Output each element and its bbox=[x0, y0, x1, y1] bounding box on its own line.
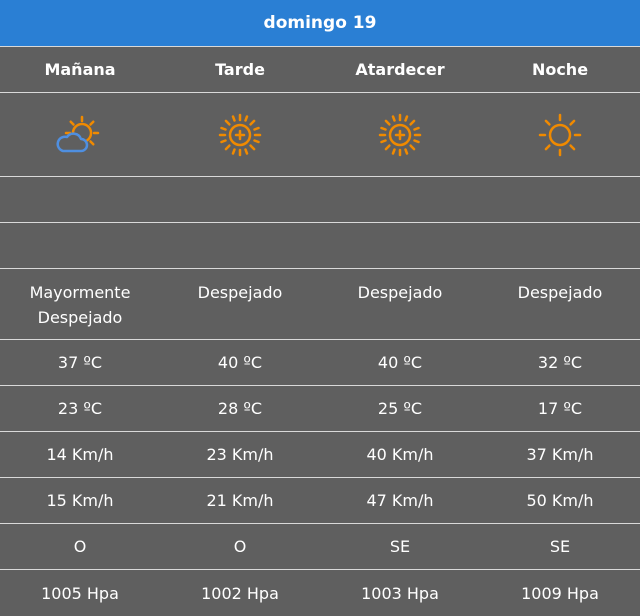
day-header bbox=[0, 0, 640, 46]
temp-min-row bbox=[0, 385, 640, 431]
empty-row bbox=[0, 222, 640, 268]
wind-speed: 23 Km/h bbox=[206, 445, 274, 464]
weather-description: Despejado bbox=[197, 283, 283, 302]
description-row bbox=[0, 268, 640, 339]
wind-gust: 15 Km/h bbox=[46, 491, 114, 510]
weather-description: Despejado bbox=[357, 283, 443, 302]
pressure: 1005 Hpa bbox=[41, 583, 119, 603]
empty-row bbox=[0, 176, 640, 222]
period-name: Noche bbox=[531, 60, 589, 79]
temp-min: 17 ºC bbox=[537, 399, 583, 418]
wind-gust: 50 Km/h bbox=[526, 491, 594, 510]
period-names-row bbox=[0, 46, 640, 92]
temp-min: 28 ºC bbox=[217, 399, 263, 418]
partly-sunny-icon bbox=[54, 109, 106, 161]
temp-min: 25 ºC bbox=[377, 399, 423, 418]
temp-min: 23 ºC bbox=[57, 399, 103, 418]
weather-icons-row bbox=[0, 92, 640, 176]
wind-direction: SE bbox=[549, 537, 571, 556]
temp-max: 40 ºC bbox=[377, 353, 423, 372]
weather-description: Mayormente Despejado bbox=[29, 283, 131, 327]
wind-gust: 47 Km/h bbox=[366, 491, 434, 510]
wind-direction-row bbox=[0, 523, 640, 569]
temp-max: 32 ºC bbox=[537, 353, 583, 372]
pressure: 1002 Hpa bbox=[201, 583, 279, 603]
weather-description: Despejado bbox=[517, 283, 603, 302]
pressure-row bbox=[0, 569, 640, 616]
wind-gust: 21 Km/h bbox=[206, 491, 274, 510]
wind-speed: 37 Km/h bbox=[526, 445, 594, 464]
temp-max: 37 ºC bbox=[57, 353, 103, 372]
wind-speed: 14 Km/h bbox=[46, 445, 114, 464]
period-name: Mañana bbox=[44, 60, 116, 79]
temp-max-row bbox=[0, 339, 640, 385]
sun-outline-icon bbox=[536, 111, 584, 159]
wind-row bbox=[0, 431, 640, 477]
wind-direction: SE bbox=[389, 537, 411, 556]
sun-icon bbox=[376, 111, 424, 159]
period-name: Atardecer bbox=[355, 60, 445, 79]
gust-row bbox=[0, 477, 640, 523]
temp-max: 40 ºC bbox=[217, 353, 263, 372]
sun-icon bbox=[216, 111, 264, 159]
wind-speed: 40 Km/h bbox=[366, 445, 434, 464]
wind-direction: O bbox=[73, 537, 87, 556]
pressure: 1009 Hpa bbox=[521, 583, 599, 603]
wind-direction: O bbox=[233, 537, 247, 556]
period-name: Tarde bbox=[215, 60, 265, 79]
pressure: 1003 Hpa bbox=[361, 583, 439, 603]
day-title: domingo 19 bbox=[263, 13, 377, 33]
